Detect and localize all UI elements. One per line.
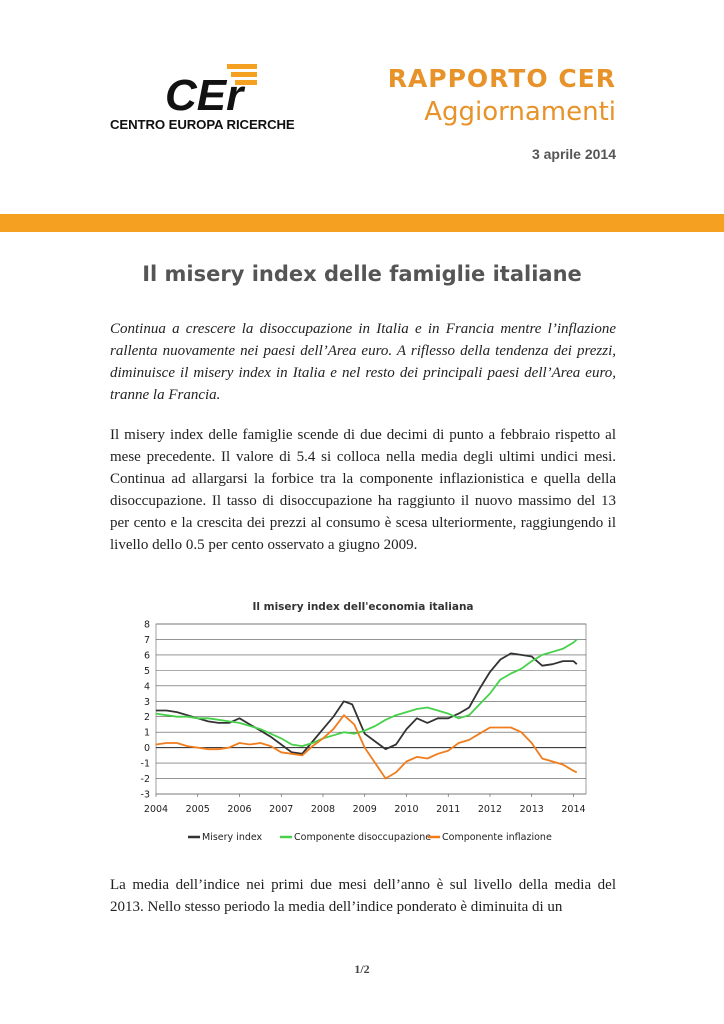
legend-label: Componente inflazione [442,832,552,843]
y-tick-label: 3 [143,696,150,708]
x-tick-label: 2006 [227,804,252,815]
body-paragraph-1: Il misery index delle famiglie scende di due decimi di punto a febbraio rispetto al mese precedente. Il valore di 5.4 si colloca nella media degli ultimi undici mesi. Continua ad allargarsi la forbice tra la componente inflazionistica e quella della disoccupazione. Il tasso di disoccupazione ha raggiunto il nuovo massimo del 13 per cento e la crescita dei prezzi al consumo è scesa ulteriormente, raggiungendo il livello dello 0.5 per cento osservato a giugno 2009. [110,427,616,553]
series-subtitle: Aggiornamenti [424,97,616,127]
x-tick-label: 2008 [310,804,336,815]
legend-label: Misery index [202,832,263,843]
y-tick-label: -2 [140,774,150,786]
x-tick-label: 2005 [185,804,210,815]
y-tick-label: 0 [143,743,150,755]
y-tick-label: -1 [140,758,150,770]
header-band [0,214,724,232]
x-tick-label: 2004 [143,804,169,815]
x-tick-label: 2011 [436,804,461,815]
y-tick-label: 6 [143,650,150,662]
chart-svg [110,596,616,858]
y-tick-label: 4 [143,681,150,693]
legend-label: Componente disoccupazione [294,832,432,843]
cer-logo-icon [165,62,275,114]
y-tick-label: 7 [143,634,150,646]
cer-logo [110,62,295,137]
logo-text: CENTRO EUROPA RICERCHE [110,117,295,132]
y-tick-label: 8 [143,619,150,631]
x-tick-label: 2007 [269,804,294,815]
misery-index-chart [110,596,616,858]
series-title: RAPPORTO CER [387,64,616,93]
series-line-2 [156,640,577,747]
y-tick-label: 1 [143,727,150,739]
lead-paragraph: Continua a crescere la disoccupazione in Italia e in Francia mentre l’inflazione rallenta nuovamente nei paesi dell’Area euro. A riflesso della tendenza dei prezzi, diminuisce il misery index in Italia e nel resto dei principali paesi dell’Area euro, tranne la Francia. [110,321,616,403]
y-tick-label: 5 [143,665,150,677]
x-tick-label: 2012 [477,804,503,815]
series-line-3 [156,715,577,778]
y-tick-label: -3 [140,789,150,801]
x-tick-label: 2009 [352,804,377,815]
document-title: Il misery index delle famiglie italiane [142,262,582,286]
y-tick-label: 2 [143,712,150,724]
series-line-1 [156,653,577,753]
plot-frame [156,624,586,794]
page-number: 1/2 [354,962,370,976]
x-tick-label: 2014 [561,804,586,815]
x-tick-label: 2013 [519,804,544,815]
body-paragraph-2: La media dell’indice nei primi due mesi dell’anno è sul livello della media del 2013. Nello stesso periodo la media dell’indice ponderato è diminuita di un [110,877,616,915]
chart-title: Il misery index dell'economia italiana [252,601,474,613]
x-tick-label: 2010 [394,804,419,815]
logo-mark: CEr [165,71,244,114]
report-date: 3 aprile 2014 [531,146,616,162]
